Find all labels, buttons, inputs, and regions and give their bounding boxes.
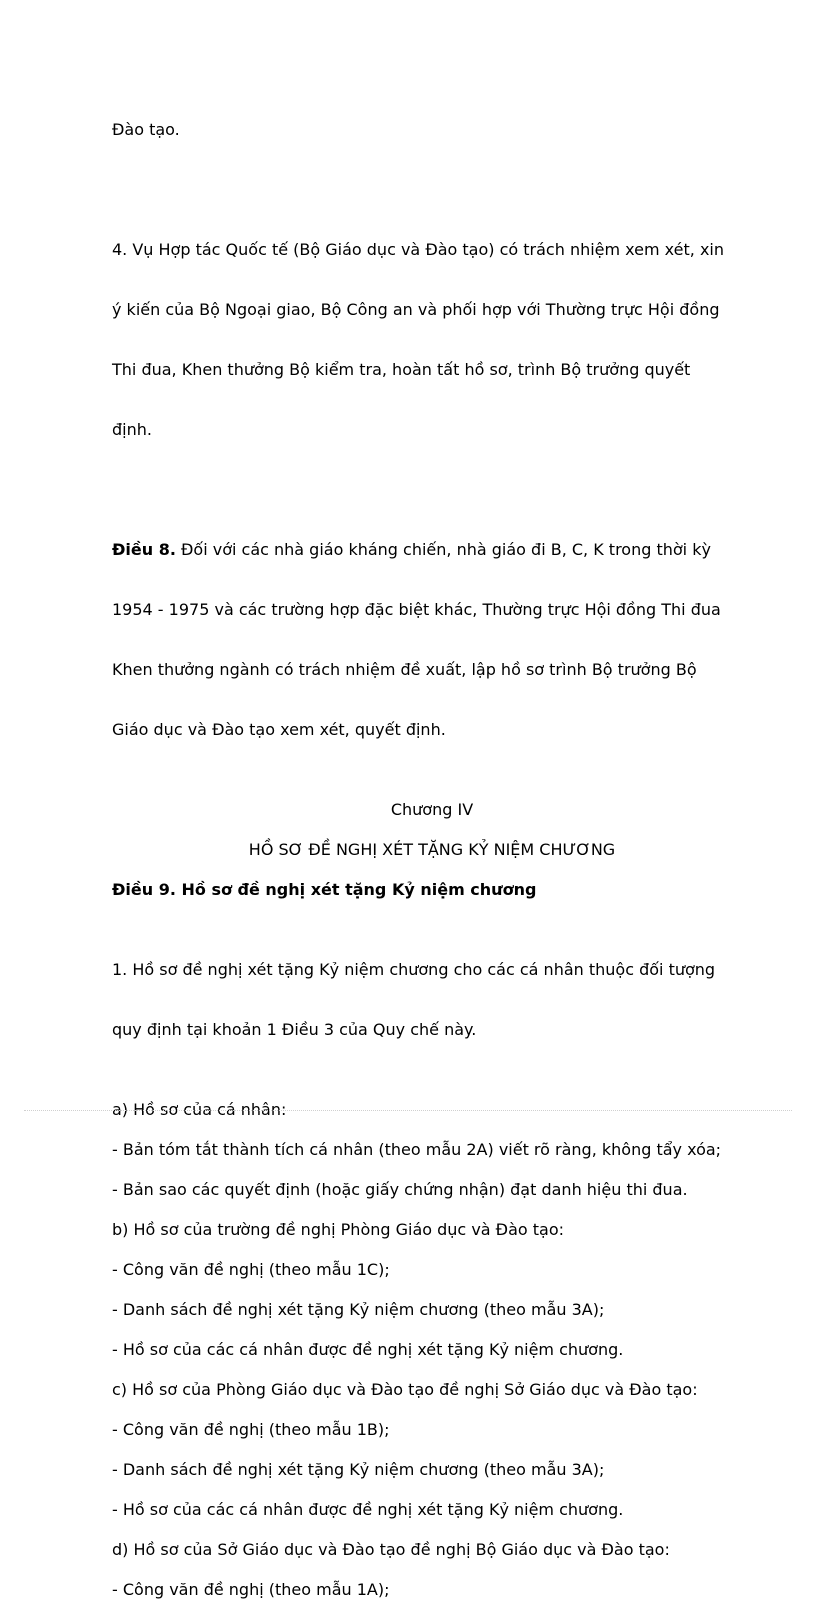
text-line: Đào tạo. xyxy=(112,120,180,139)
list-item: - Bản sao các quyết định (hoặc giấy chứng nhận) đạt danh hiệu thi đua. xyxy=(112,1180,688,1199)
list-item: - Công văn đề nghị (theo mẫu 1B); xyxy=(112,1420,390,1439)
paragraph-dieu-8 xyxy=(112,500,752,780)
chapter-title: HỒ SƠ ĐỀ NGHỊ XÉT TẶNG KỶ NIỆM CHƯƠNG xyxy=(248,840,616,859)
document-page xyxy=(112,80,752,1600)
list-item: - Công văn đề nghị (theo mẫu 1A); xyxy=(112,1580,390,1599)
list-item: - Công văn đề nghị (theo mẫu 1C); xyxy=(112,1260,390,1279)
text-line: 1. Hồ sơ đề nghị xét tặng Kỷ niệm chương cho các cá nhân thuộc đối tượng xyxy=(112,960,716,979)
paragraph-item-1 xyxy=(112,920,752,1080)
dieu-8-text: Đối với các nhà giáo kháng chiến, nhà giáo đi B, C, K trong thời kỳ xyxy=(175,540,711,559)
list-item: - Hồ sơ của các cá nhân được đề nghị xét tặng Kỷ niệm chương. xyxy=(112,1500,624,1519)
list-item: - Bản tóm tắt thành tích cá nhân (theo mẫu 2A) viết rõ ràng, không tẩy xóa; xyxy=(112,1140,722,1159)
dieu-9-heading: Điều 9. Hồ sơ đề nghị xét tặng Kỷ niệm chương xyxy=(112,880,537,899)
text-line: Thi đua, Khen thưởng Bộ kiểm tra, hoàn tất hồ sơ, trình Bộ trưởng quyết xyxy=(112,360,691,379)
text-line: quy định tại khoản 1 Điều 3 của Quy chế này. xyxy=(112,1020,477,1039)
text-line: ý kiến của Bộ Ngoại giao, Bộ Công an và phối hợp với Thường trực Hội đồng xyxy=(112,300,720,319)
dieu-8-label: Điều 8. xyxy=(112,540,176,559)
list-item: - Danh sách đề nghị xét tặng Kỷ niệm chương (theo mẫu 3A); xyxy=(112,1300,605,1319)
text-line: 4. Vụ Hợp tác Quốc tế (Bộ Giáo dục và Đào tạo) có trách nhiệm xem xét, xin xyxy=(112,240,724,259)
text-line: Khen thưởng ngành có trách nhiệm đề xuất, lập hồ sơ trình Bộ trưởng Bộ xyxy=(112,660,697,679)
text-line: Giáo dục và Đào tạo xem xét, quyết định. xyxy=(112,720,446,739)
list-item: - Danh sách đề nghị xét tặng Kỷ niệm chương (theo mẫu 3A); xyxy=(112,1460,605,1479)
section-a-heading: a) Hồ sơ của cá nhân: xyxy=(112,1100,287,1119)
text-line xyxy=(112,540,752,560)
text-line: định. xyxy=(112,420,152,439)
paragraph-item-4 xyxy=(112,200,752,480)
section-c-heading: c) Hồ sơ của Phòng Giáo dục và Đào tạo đề nghị Sở Giáo dục và Đào tạo: xyxy=(112,1380,698,1399)
section-b-heading: b) Hồ sơ của trường đề nghị Phòng Giáo dục và Đào tạo: xyxy=(112,1220,565,1239)
text-line: 1954 - 1975 và các trường hợp đặc biệt khác, Thường trực Hội đồng Thi đua xyxy=(112,600,721,619)
list-item: - Hồ sơ của các cá nhân được đề nghị xét tặng Kỷ niệm chương. xyxy=(112,1340,624,1359)
paragraph-top xyxy=(112,80,752,180)
chapter-number: Chương IV xyxy=(390,800,474,819)
section-d-heading: d) Hồ sơ của Sở Giáo dục và Đào tạo đề nghị Bộ Giáo dục và Đào tạo: xyxy=(112,1540,670,1559)
page-footer-divider xyxy=(24,1110,792,1111)
